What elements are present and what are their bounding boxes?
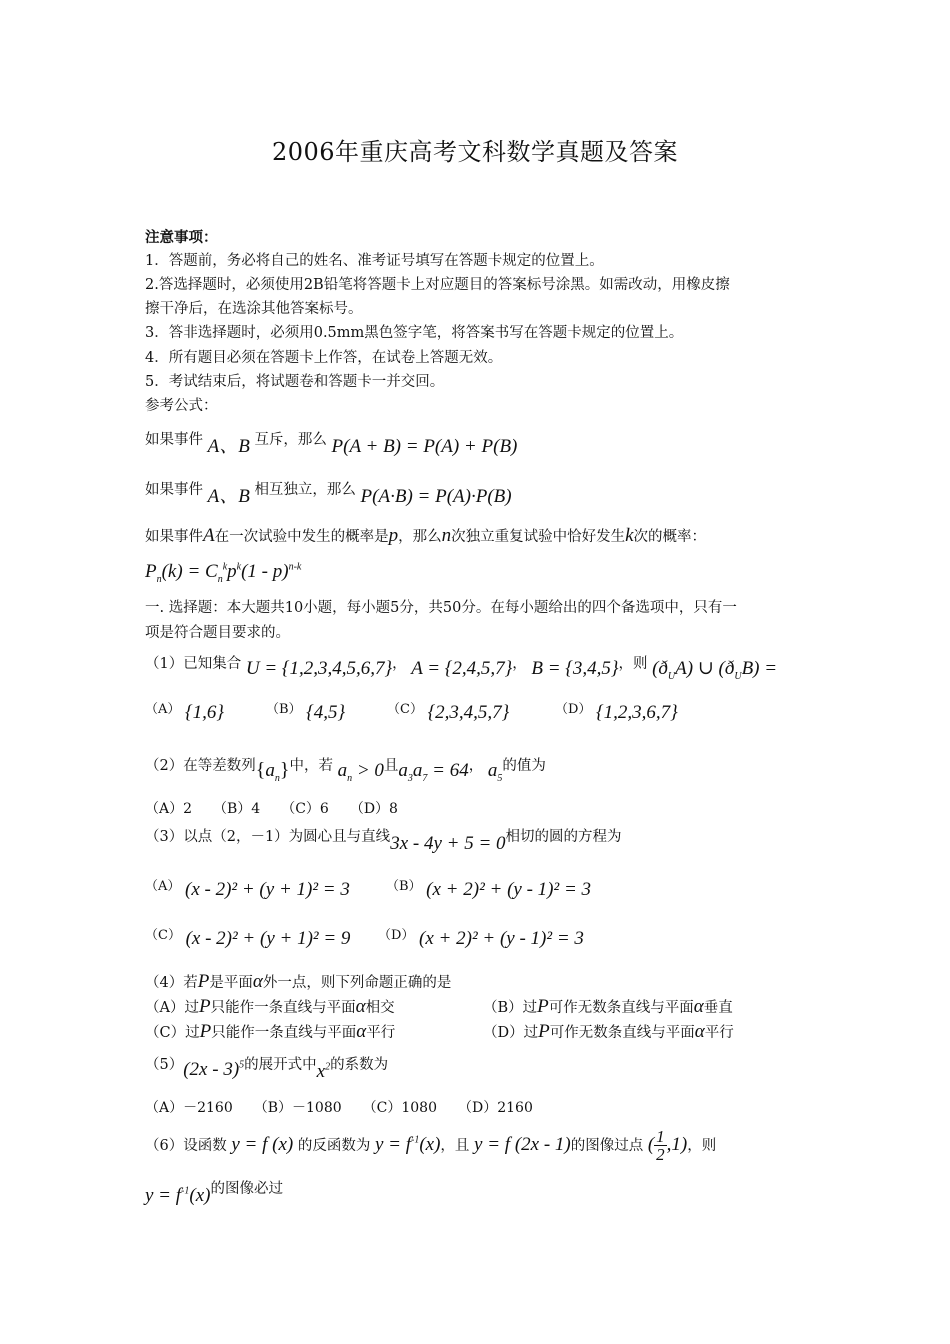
question-sub: 3: [407, 772, 413, 784]
question-math: B) =: [741, 658, 778, 679]
question-math: a: [412, 760, 423, 781]
question-text: 中，若: [289, 758, 333, 774]
option-var: α: [355, 996, 366, 1017]
formula-math: p: [227, 561, 237, 582]
question-sup: -1: [410, 1134, 420, 1146]
question-sub: n: [274, 772, 280, 784]
option-text: （A）过: [145, 1000, 199, 1016]
question-text: 且: [383, 758, 399, 774]
notice-item-4: 4．所有题目必须在答题卡上作答，在试卷上答题无效。: [145, 350, 503, 366]
question-1: [145, 652, 778, 682]
option-var: P: [199, 1021, 212, 1042]
question-math: B = {3,4,5}: [531, 658, 619, 679]
option-var: α: [356, 1021, 367, 1042]
question-text: （1）已知集合: [145, 656, 242, 672]
fraction-numerator: 1: [656, 1127, 665, 1146]
option-4b: [483, 996, 733, 1018]
option-text: 可作无数条直线与平面: [548, 1000, 694, 1016]
formula-math: P(A + B) = P(A) + P(B): [331, 436, 518, 457]
formula-var: n: [441, 525, 452, 546]
option-math: (x + 2)² + (y - 1)² = 3: [426, 879, 592, 900]
section-heading-cont: 项是符合题目要求的。: [145, 625, 290, 641]
formula-text: 相互独立，那么: [254, 482, 356, 498]
question-sup: 5: [239, 1059, 245, 1071]
question-text: 的图像必过: [210, 1181, 283, 1197]
option-text: 平行: [366, 1025, 396, 1041]
question-math: a: [487, 760, 498, 781]
question-text: 的反函数为: [297, 1137, 371, 1154]
question-5: [145, 1053, 389, 1082]
option-4c: [145, 1021, 395, 1043]
question-text: 的系数为: [330, 1057, 389, 1073]
question-text: 是平面: [209, 975, 253, 991]
notice-item-1: 1．答题前，务必将自己的姓名、准考证号填写在答题卡规定的位置上。: [145, 253, 604, 269]
question-text: 外一点，则下列命题正确的是: [262, 975, 452, 991]
question-math: a: [398, 760, 408, 781]
option-text: 只能作一条直线与平面: [210, 1000, 356, 1016]
option-var: α: [694, 1021, 705, 1042]
question-math: = 64: [427, 760, 469, 781]
formula-events: A、B: [207, 486, 250, 507]
formula-sup: n-k: [288, 561, 302, 573]
inverse-math: [145, 1185, 210, 1206]
question-math: x: [316, 1061, 326, 1082]
formula-binomial-text: [145, 525, 706, 548]
question-text: （6）设函数: [145, 1137, 227, 1154]
option-1b: [266, 702, 345, 724]
formula-events: A、B: [207, 436, 250, 457]
question-sub: 7: [422, 772, 428, 784]
option-math: {4,5}: [306, 702, 346, 723]
option-3b: [386, 879, 591, 901]
question-text: ，: [618, 656, 633, 672]
question-math: A) ∪ (ð: [675, 658, 735, 679]
formula-text: 次的概率：: [633, 529, 707, 545]
question-var: P: [197, 971, 210, 992]
option-var: P: [537, 996, 549, 1017]
question-text: ，: [468, 758, 484, 774]
question-4: [145, 971, 451, 994]
question-6: [145, 1128, 716, 1163]
notice-item-2: 2.答选择题时，必须使用2B铅笔将答题卡上对应题目的答案标号涂黑。如需改动，用橡皮擦: [145, 277, 730, 293]
formula-var: p: [388, 525, 399, 546]
option-1a: [145, 702, 224, 724]
option-text: 只能作一条直线与平面: [211, 1025, 357, 1041]
question-math: (ð: [652, 658, 668, 679]
formula-text: 如果事件: [145, 482, 203, 498]
question-sub: U: [667, 670, 676, 682]
option-var: α: [693, 996, 704, 1017]
option-math: {2,3,4,5,7}: [427, 702, 510, 723]
formula-var: A: [203, 525, 215, 546]
fraction: [654, 1128, 667, 1163]
formula-binomial: [145, 561, 301, 586]
formula-sup: k: [236, 561, 242, 573]
a5-math: [487, 760, 503, 784]
formula-math: (1 - p): [241, 561, 289, 582]
option-math: (x + 2)² + (y - 1)² = 3: [419, 928, 584, 949]
section-heading: 一. 选择题：本大题共10小题，每小题5分，共50分。在每小题给出的四个备选项中，只有一: [145, 600, 737, 616]
formula-sub: n: [156, 573, 162, 585]
formula-mutually-exclusive: [145, 428, 518, 457]
sequence-an: $\{a_n\}$: [255, 759, 290, 784]
option-math: {1,2,3,6,7}: [596, 702, 678, 723]
formula-text: ，那么: [398, 529, 442, 545]
option-math: {1,6}: [185, 702, 224, 723]
formula-text: 次独立重复试验中恰好发生: [451, 529, 626, 545]
question-text: （3）以点（2，－1）为圆心且与直线: [145, 829, 391, 845]
option-4d: [483, 1021, 734, 1043]
notice-item-3: 3．答非选择题时，必须用0.5mm黑色签字笔，将答案书写在答题卡规定的位置上。: [145, 325, 684, 341]
question-math: y = f (x): [231, 1133, 294, 1155]
question-text: 的展开式中: [244, 1057, 317, 1073]
question-sub: U: [734, 670, 742, 682]
question-sub: n: [347, 772, 353, 784]
option-text: （B）过: [483, 1000, 538, 1016]
option-label: （B）: [266, 702, 302, 717]
question-math: A = {2,4,5,7}: [411, 658, 513, 679]
question-math: (x): [419, 1133, 441, 1155]
condition-math: [337, 760, 384, 784]
formula-math: P(A·B) = P(A)·P(B): [360, 486, 512, 507]
question-math: 3x - 4y + 5 = 0: [390, 833, 506, 854]
notice-heading: 注意事项：: [145, 229, 218, 246]
option-1d: [555, 702, 678, 724]
option-text: 平行: [704, 1025, 734, 1041]
question-text: 的值为: [502, 758, 546, 774]
option-label: （A）: [145, 879, 181, 894]
formula-math: P: [145, 561, 157, 582]
question-var: α: [252, 971, 263, 992]
option-label: （A）: [145, 702, 181, 717]
formula-text: 互斥，那么: [254, 432, 327, 448]
question-math: a: [265, 760, 275, 781]
question-math: ,1): [666, 1133, 688, 1155]
option-3a: [145, 879, 350, 901]
fraction-denominator: 2: [656, 1145, 665, 1164]
notice-item-5: 5．考试结束后，将试题卷和答题卡一并交回。: [145, 374, 445, 390]
option-text: 可作无数条直线与平面: [549, 1025, 695, 1041]
option-label: （D）: [378, 928, 415, 943]
question-text: （4）若: [145, 975, 198, 991]
point-math: [647, 1127, 688, 1164]
question-text: ，则: [687, 1137, 717, 1154]
option-text: 垂直: [703, 1000, 733, 1016]
question-sub: 5: [497, 772, 503, 784]
option-var: P: [198, 996, 211, 1017]
question-math: (x): [189, 1185, 211, 1206]
binomial-math: [183, 1059, 244, 1080]
formulas-heading: 参考公式：: [145, 398, 218, 414]
question-3: [145, 825, 622, 854]
question-math: y = f (2x - 1): [474, 1133, 571, 1155]
x2-math: [317, 1061, 330, 1082]
question-math: [652, 658, 778, 682]
question-5-options: （A）－2160 （B）－1080 （C）1080 （D）2160: [145, 1100, 533, 1116]
question-2-options: （A）2 （B）4 （C）6 （D）8: [145, 801, 398, 817]
option-var: P: [538, 1021, 550, 1042]
question-text: 的图像过点: [570, 1137, 644, 1154]
question-text: （5）: [145, 1057, 184, 1073]
option-text: 相交: [365, 1000, 395, 1016]
formula-var: k: [625, 525, 634, 546]
question-math: (2x - 3): [183, 1059, 240, 1080]
page-title: 2006年重庆高考文科数学真题及答案: [271, 138, 679, 166]
question-text: ，: [392, 656, 407, 672]
option-label: （D）: [555, 702, 592, 717]
question-math: y = f: [374, 1133, 411, 1155]
option-label: （C）: [145, 928, 181, 943]
question-math: a: [337, 760, 348, 781]
option-text: （D）过: [483, 1025, 539, 1041]
formula-text: 如果事件: [145, 432, 203, 448]
option-label: （C）: [387, 702, 423, 717]
formula-sub: n: [217, 573, 223, 585]
question-text: ，: [512, 656, 527, 672]
question-math: > 0: [352, 760, 384, 781]
option-math: (x - 2)² + (y + 1)² = 3: [185, 879, 350, 900]
formula-text: 如果事件: [145, 529, 203, 545]
formula-math: (k) = C: [161, 561, 218, 582]
question-math: y = f: [145, 1185, 182, 1206]
option-1c: [387, 702, 509, 724]
condition-math: [398, 760, 469, 784]
question-6-cont: [145, 1177, 283, 1206]
option-3d: [378, 928, 584, 950]
formula-text: 在一次试验中发生的概率是: [214, 529, 389, 545]
question-text: （2）在等差数列: [145, 758, 256, 774]
option-label: （B）: [386, 879, 422, 894]
formula-sup: k: [222, 561, 228, 573]
option-math: (x - 2)² + (y + 1)² = 9: [185, 928, 351, 949]
question-math: U = {1,2,3,4,5,6,7}: [245, 658, 393, 679]
notice-item-2-cont: 擦干净后，在选涂其他答案标号。: [145, 301, 363, 317]
question-sup: -1: [181, 1185, 190, 1197]
question-text: 相切的圆的方程为: [505, 829, 622, 845]
question-text: ，且: [440, 1137, 470, 1154]
option-3c: [145, 928, 350, 950]
question-text: 则: [632, 656, 648, 672]
option-4a: [145, 996, 395, 1018]
option-text: （C）过: [145, 1025, 200, 1041]
question-sup: 2: [325, 1061, 331, 1073]
question-math: (: [647, 1133, 655, 1155]
question-2: [145, 752, 546, 784]
formula-independent: [145, 478, 512, 507]
inverse-math: [375, 1134, 440, 1155]
